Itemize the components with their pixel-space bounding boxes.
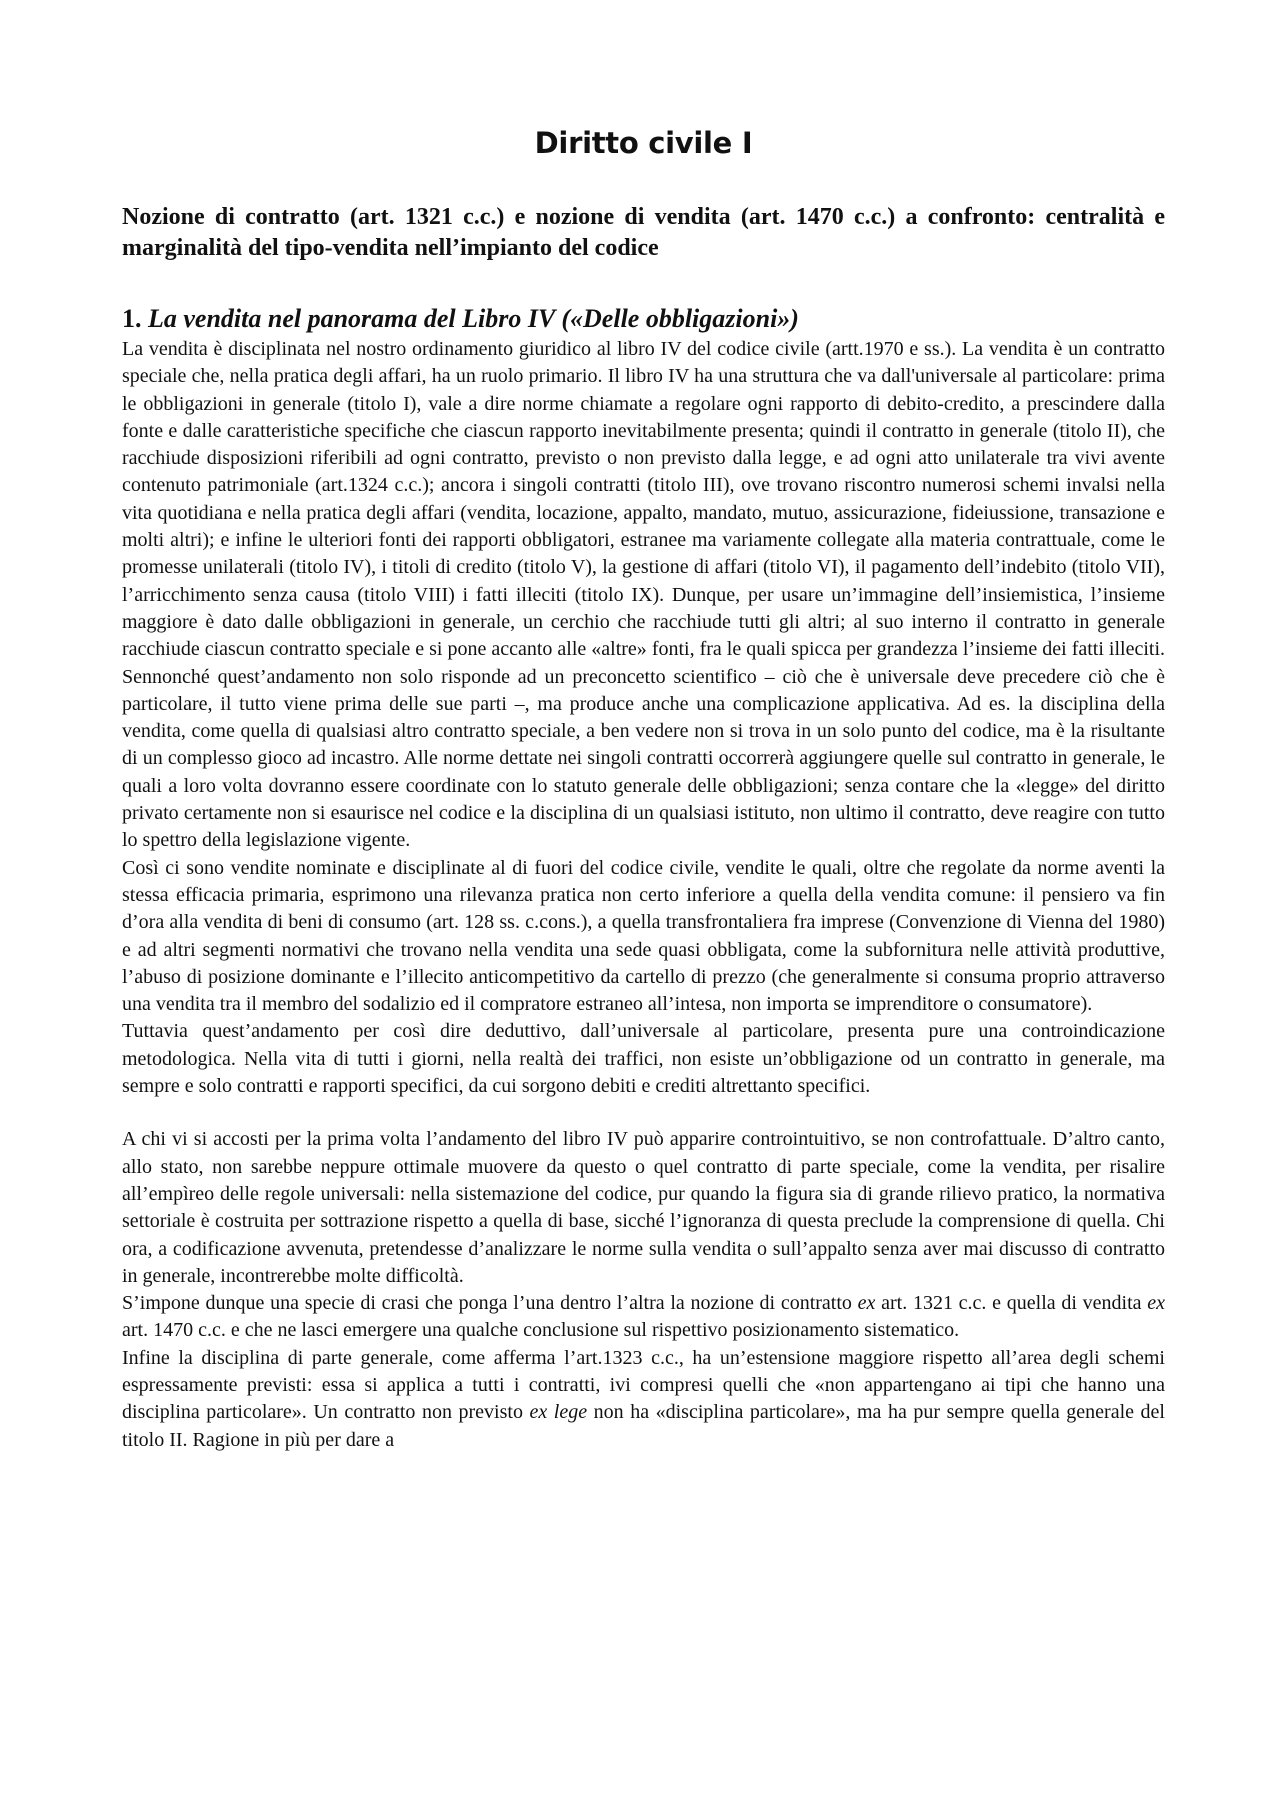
document-title: Diritto civile I [534, 126, 753, 160]
paragraph-text: non ha «disciplina particolare», ma ha pur sempre quella generale del titolo II. Ragione in più per dare a [122, 1401, 1165, 1451]
paragraph-gap [122, 1100, 1165, 1126]
paragraph: Così ci sono vendite nominate e disciplinate al di fuori del codice civile, vendite le quali, oltre che regolate da norme aventi la stessa efficacia primaria, esprimono una rilevanza pratica non certo inferiore a quella della vendita comune: il pensiero va fin d’ora alla vendita di beni di consumo (art. 128 ss. c.cons.), a quella transfrontaliera fra imprese (Convenzione di Vienna del 1980) e ad altri segmenti normativi che trovano nella vendita una sede quasi obbligata, come la subfornitura nelle attività produttive, l’abuso di posizione dominante e l’illecito anticompetitivo da cartello di prezzo (che generalmente si consuma proprio attraverso una vendita tra il membro del sodalizio ed il compratore estraneo all’intesa, non importa se imprenditore o consumatore). [122, 856, 1165, 1016]
section-heading [122, 304, 1165, 334]
section-title: La vendita nel panorama del Libro IV («Delle obbligazioni») [148, 304, 799, 333]
paragraph-text: Infine la disciplina di parte generale, come afferma l’art.1323 c.c., ha un’estensione maggiore rispetto all’area degli schemi espressamente previsti: essa si applica a tutti i contratti, ivi compresi quelli che «non appartengano ai tipi che hanno una disciplina particolare». Un contratto non previsto [122, 1346, 1165, 1424]
paragraph [122, 1345, 1165, 1454]
paragraph-text: art. 1321 c.c. e quella di vendita [875, 1292, 1148, 1315]
paragraph-italic-text: ex [857, 1292, 876, 1315]
document-subtitle: Nozione di contratto (art. 1321 c.c.) e nozione di vendita (art. 1470 c.c.) a confronto: centralità e marginalità del tipo-vendita nell’impianto del codice [122, 204, 1165, 261]
paragraph-italic-text: ex [1147, 1292, 1165, 1315]
paragraph-text: art. 1470 c.c. e che ne lasci emergere una qualche conclusione sul rispettivo posizionamento sistematico. [122, 1319, 960, 1342]
paragraph: Tuttavia quest’andamento per così dire deduttivo, dall’universale al particolare, presenta pure una controindicazione metodologica. Nella vita di tutti i giorni, nella realtà dei traffici, non esiste un’obbligazione od un contratto in generale, ma sempre e solo contratti e rapporti specifici, da cui sorgono debiti e crediti altrettanto specifici. [122, 1020, 1165, 1098]
section-number: 1. [122, 304, 142, 333]
paragraph: La vendita è disciplinata nel nostro ordinamento giuridico al libro IV del codice civile (artt.1970 e ss.). La vendita è un contratto speciale che, nella pratica degli affari, ha un ruolo primario. Il libro IV ha una struttura che va dall'universale al particolare: prima le obbligazioni in generale (titolo I), vale a dire norme chiamate a regolare ogni rapporto di debito-credito, a prescindere dalla fonte e dalle caratteristiche specifiche che ciascun rapporto inevitabilmente presenta; quindi il contratto in generale (titolo II), che racchiude disposizioni riferibili ad ogni contratto, previsto o non previsto dalla legge, e ad ogni atto unilaterale tra vivi avente contenuto patrimoniale (art.1324 c.c.); ancora i singoli contratti (titolo III), ove trovano riscontro numerosi schemi invalsi nella vita quotidiana e nella pratica degli affari (vendita, locazione, appalto, mandato, mutuo, assicurazione, fideiussione, transazione e molti altri); e infine le ulteriori fonti dei rapporti obbligatori, estranee ma variamente collegate alla materia contrattuale, come le promesse unilaterali (titolo IV), i titoli di credito (titolo V), la gestione di affari (titolo VI), il pagamento dell’indebito (titolo VII), l’arricchimento senza causa (titolo VIII) i fatti illeciti (titolo IX). Dunque, per usare un’immagine dell’insiemistica, l’insieme maggiore è dato dalle obbligazioni in generale, un cerchio che racchiude tutti gli altri; al suo interno il contratto in generale racchiude ciascun contratto speciale e si pone accanto alle «altre» fonti, fra le quali spicca per grandezza l’insieme dei fatti illeciti. Sennonché quest’andamento non solo risponde ad un preconcetto scientifico – ciò che è universale deve precedere ciò che è particolare, il tutto viene prima delle sue parti –, ma produce anche una complicazione applicativa. Ad es. la disciplina della vendita, come quella di qualsiasi altro contratto speciale, a ben vedere non si trova in un solo punto del codice, ma è la risultante di un complesso gioco ad incastro. Alle norme dettate nei singoli contratti occorrerà aggiungere quelle sul contratto in generale, le quali a loro volta dovranno essere coordinate con lo statuto generale delle obbligazioni; senza contare che la «legge» del diritto privato certamente non si esaurisce nel codice e la disciplina di un qualsiasi istituto, non ultimo il contratto, deve reagire con tutto lo spettro della legislazione vigente. [122, 338, 1165, 852]
paragraph: A chi vi si accosti per la prima volta l’andamento del libro IV può apparire controintuitivo, se non controfattuale. D’altro canto, allo stato, non sarebbe neppure ottimale muovere da questo o quel contratto di parte speciale, come la vendita, per risalire all’empìreo delle regole universali: nella sistemazione del codice, pur quando la figura sia di grande rilievo pratico, la normativa settoriale è costruita per sottrazione rispetto a quella di base, sicché l’ignoranza di questa preclude la comprensione di quella. Chi ora, a codificazione avvenuta, pretendesse d’analizzare le norme sulla vendita o sull’appalto senza aver mai discusso di contratto in generale, incontrerebbe molte difficoltà. [122, 1128, 1165, 1287]
paragraph [122, 1290, 1165, 1345]
paragraph-italic-text: ex lege [529, 1401, 588, 1424]
paragraph-text: S’impone dunque una specie di crasi che ponga l’una dentro l’altra la nozione di contratto [122, 1292, 858, 1315]
